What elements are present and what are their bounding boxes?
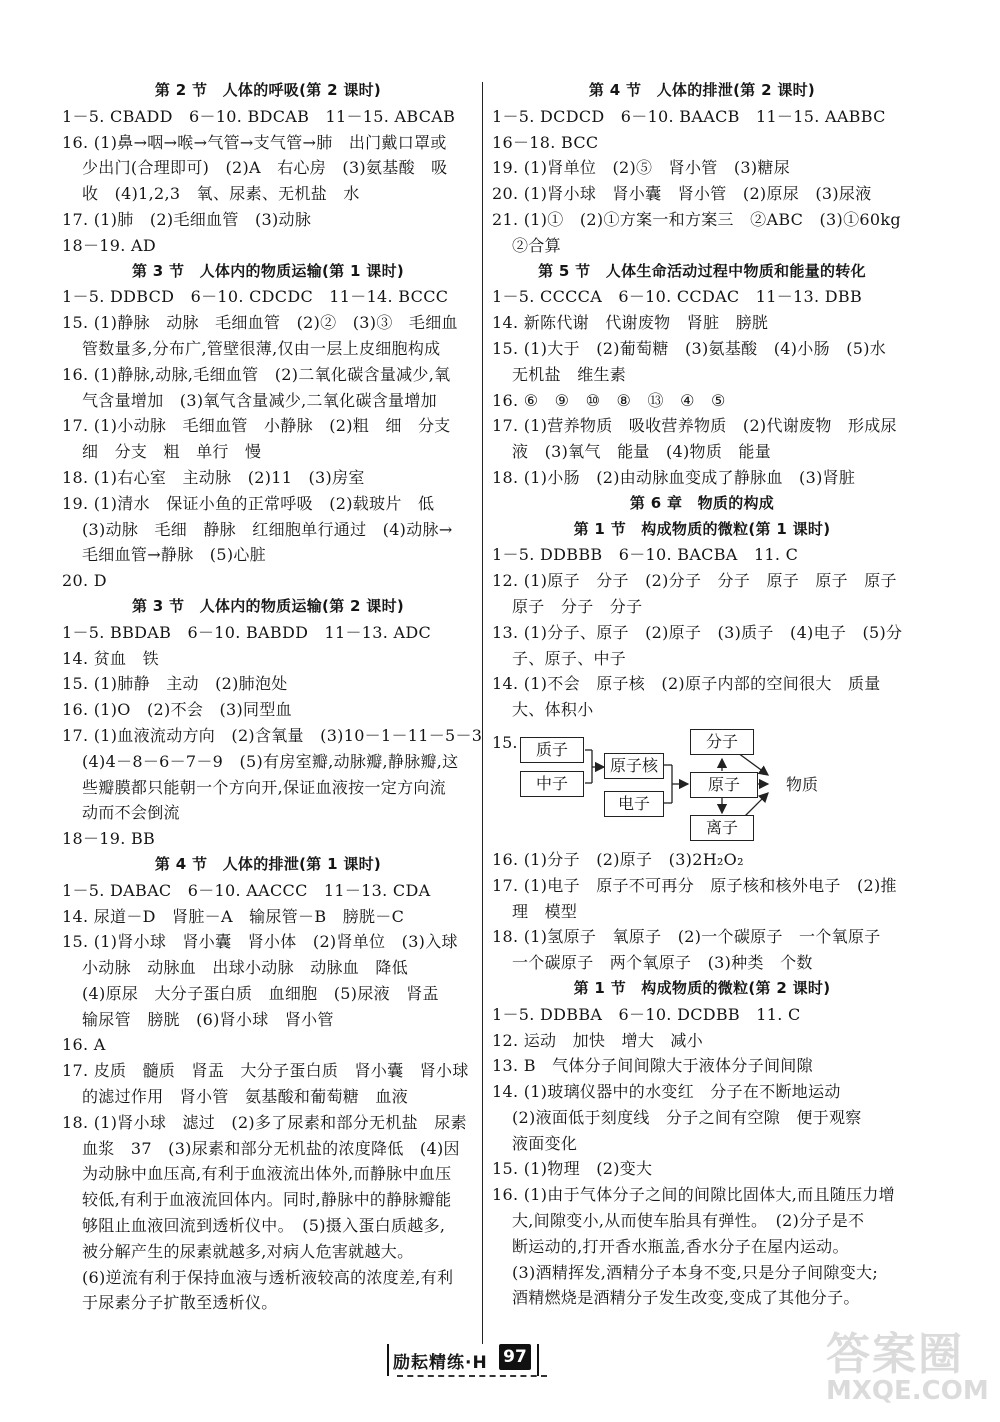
answer-line: 液面变化 [512,1133,578,1153]
electron-box: 电子 [604,791,664,817]
molecule-box: 分子 [690,729,754,755]
answer-line: 16. (1)分子 (2)原子 (3)2H₂O₂ [492,849,744,869]
answer-line: 17. (1)肺 (2)毛细血管 (3)动脉 [62,209,312,229]
answer-line: 少出门(合理即可) (2)A 右心房 (3)氨基酸 吸 [82,158,448,178]
section-heading: 第 4 节 人体的排泄(第 2 课时) [588,81,816,99]
answer-line: 16. A [62,1035,106,1055]
left-column [62,78,483,1316]
answer-line: 16. (1)静脉,动脉,毛细血管 (2)二氧化碳含量减少,氧 [62,364,451,384]
answer-line: 18. (1)肾小球 滤过 (2)多了尿素和部分无机盐 尿素 [62,1112,467,1132]
answer-line: 17. (1)电子 原子不可再分 原子核和核外电子 (2)推 [492,875,897,895]
answer-line: ②合算 [512,235,561,255]
question-number: 15. [492,732,518,752]
watermark-text: 答案圈 [826,1329,964,1380]
answer-line: 17. 皮质 髓质 肾盂 大分子蛋白质 肾小囊 肾小球 [62,1061,469,1081]
answer-line: 较低,有利于血液流回体内。同时,静脉中的静脉瓣能 [82,1190,452,1210]
answer-line: 14. 尿道－D 肾脏－A 输尿管－B 膀胱－C [62,906,405,926]
answer-line: 气含量增加 (3)氧气含量减少,二氧化碳含量增加 [82,390,437,410]
watermark-url: MXQE.COM [826,1376,989,1406]
answer-line: 15. (1)肾小球 肾小囊 肾小体 (2)肾单位 (3)入球 [62,932,458,952]
page-footer [393,1342,623,1382]
answer-line: 20. (1)肾小球 肾小囊 肾小管 (2)原尿 (3)尿液 [492,184,872,204]
answer-line: 1－5. DABAC 6－10. AACCC 11－13. CDA [62,880,431,900]
answer-line: 1－5. BBDAB 6－10. BABDD 11－13. ADC [62,622,432,642]
answer-line: 14. 贫血 铁 [62,648,159,668]
answer-line: 1－5. DDBBA 6－10. DCDBB 11. C [492,1004,801,1024]
answer-line: 19. (1)肾单位 (2)⑤ 肾小管 (3)糖尿 [492,158,791,178]
answer-line: 1－5. DCDCD 6－10. BAACB 11－15. AABBC [492,106,886,126]
answer-line: 17. (1)小动脉 毛细血管 小静脉 (2)粗 细 分支 [62,416,451,436]
footer-right-bar [537,1344,539,1376]
answer-line: (3)酒精挥发,酒精分子本身不变,只是分子间隙变大; [512,1262,879,1282]
answer-line: 收 (4)1,2,3 氧、尿素、无机盐 水 [82,184,360,204]
nucleus-box: 原子核 [604,753,664,779]
footer-dash-line [397,1375,547,1377]
answer-line: 14. (1)玻璃仪器中的水变红 分子在不断地运动 [492,1082,841,1102]
answer-line: 15. (1)静脉 动脉 毛细血管 (2)② (3)③ 毛细血 [62,313,458,333]
answer-line: 液 (3)氧气 能量 (4)物质 能量 [512,442,772,462]
column-divider [482,82,483,1344]
answer-line: 动而不会倒流 [82,803,180,823]
section-heading: 第 1 节 构成物质的微粒(第 1 课时) [573,519,831,538]
answer-line: 17. (1)营养物质 吸收营养物质 (2)代谢废物 形成尿 [492,416,897,436]
answer-line: 14. 新陈代谢 代谢废物 肾脏 膀胱 [492,313,769,333]
answer-line: 18. (1)氢原子 氧原子 (2)一个碳原子 一个氧原子 [492,927,881,947]
section-heading: 第 3 节 人体内的物质运输(第 2 课时) [131,596,405,615]
answer-line: 12. (1)原子 分子 (2)分子 分子 原子 原子 原子 [492,571,897,591]
section-heading: 第 6 章 物质的构成 [629,493,775,512]
answer-line: 输尿管 膀胱 (6)肾小球 肾小管 [82,1009,334,1029]
watermark [826,1318,989,1408]
answer-line: 13. B 气体分子间间隙大于液体分子间间隙 [492,1056,813,1076]
answer-line: 17. (1)血液流动方向 (2)含氧量 (3)10－1－11－5－3 [62,725,483,745]
answer-line: 16. (1)鼻→咽→喉→气管→支气管→肺 出门戴口罩或 [62,132,447,152]
answer-line: 18. (1)右心室 主动脉 (2)11 (3)房室 [62,467,365,487]
answer-line: 15. (1)大于 (2)葡萄糖 (3)氨基酸 (4)小肠 (5)水 [492,338,887,358]
answer-line: 18－19. AD [62,235,156,255]
answer-line: 酒精燃烧是酒精分子发生改变,变成了其他分子。 [512,1288,860,1308]
section-heading: 第 3 节 人体内的物质运输(第 1 课时) [131,261,405,280]
answer-line: 16. (1)由于气体分子之间的间隙比固体大,而且随压力增 [492,1185,895,1205]
answer-line: 些瓣膜都只能朝一个方向开,保证血液按一定方向流 [82,777,446,797]
matter-label: 物质 [770,772,834,798]
answer-line: 血浆 37 (3)尿素和部分无机盐的浓度降低 (4)因 [82,1138,460,1158]
section-heading: 第 2 节 人体的呼吸(第 2 课时) [154,81,382,99]
answer-line: 12. 运动 加快 增大 减小 [492,1030,704,1050]
answer-line: 15. (1)物理 (2)变大 [492,1159,653,1179]
answer-line: 毛细血管→静脉 (5)心脏 [82,545,266,565]
answer-line: 无机盐 维生素 [512,364,627,384]
answer-line: 1－5. DDBBB 6－10. BACBA 11. C [492,545,799,565]
answer-line: 21. (1)① (2)①方案一和方案三 ②ABC (3)①60kg [492,209,901,229]
answer-line: 16. ⑥ ⑨ ⑩ ⑧ ⑬ ④ ⑤ [492,390,726,410]
answer-line: 1－5. CCCCA 6－10. CCDAC 11－13. DBB [492,287,863,307]
answer-line: 一个碳原子 两个氧原子 (3)种类 个数 [512,953,813,973]
answer-line: 20. D [62,571,107,591]
answer-line: 19. (1)清水 保证小鱼的正常呼吸 (2)载玻片 低 [62,493,435,513]
answer-line: (4)原尿 大分子蛋白质 血细胞 (5)尿液 肾盂 [82,983,439,1003]
answer-line: 子、原子、中子 [512,648,627,668]
particle-diagram [492,727,912,845]
answer-line: 断运动的,打开香水瓶盖,香水分子在屋内运动。 [512,1236,849,1256]
answer-line: 16. (1)O (2)不会 (3)同型血 [62,700,292,720]
answer-line: (3)动脉 毛细 静脉 红细胞单行通过 (4)动脉→ [82,519,453,539]
proton-box: 质子 [520,737,584,763]
page-number: 97 [499,1344,531,1370]
answer-line: 够阻止血液回流到透析仪中。 (5)摄入蛋白质越多, [82,1216,446,1236]
answer-line: 14. (1)不会 原子核 (2)原子内部的空间很大 质量 [492,674,881,694]
right-column [492,78,912,1311]
answer-line: 大、体积小 [512,700,594,720]
answer-line: (2)液面低于刻度线 分子之间有空隙 便于观察 [512,1107,862,1127]
answer-line: 16－18. BCC [492,132,599,152]
answer-line: 1－5. CBADD 6－10. BDCAB 11－15. ABCAB [62,106,456,126]
right-bottom-block [492,847,912,1311]
atom-box: 原子 [690,772,758,798]
neutron-box: 中子 [520,771,584,797]
answer-line: 为动脉中血压高,有利于血液流出体外,而静脉中血压 [82,1164,452,1184]
answer-line: 理 模型 [512,901,578,921]
answer-line: 被分解产生的尿素就越多,对病人危害就越大。 [82,1241,414,1261]
answer-line: 于尿素分子扩散至透析仪。 [82,1293,278,1313]
answer-line: 13. (1)分子、原子 (2)原子 (3)质子 (4)电子 (5)分 [492,622,903,642]
answer-line: 1－5. DDBCD 6－10. CDCDC 11－14. BCCC [62,287,449,307]
section-heading: 第 4 节 人体的排泄(第 1 课时) [154,854,382,873]
answer-line: 管数量多,分布广,管壁很薄,仅由一层上皮细胞构成 [82,338,441,358]
footer-brand: 励耘精练·H [393,1353,488,1373]
answer-line: 18－19. BB [62,829,156,849]
answer-line: 18. (1)小肠 (2)由动脉血变成了静脉血 (3)肾脏 [492,467,856,487]
ion-box: 离子 [690,815,754,841]
answer-line: 大,间隙变小,从而使车胎具有弹性。 (2)分子是不 [512,1211,865,1231]
answer-line: 原子 分子 分子 [512,596,643,616]
section-heading: 第 5 节 人体生命活动过程中物质和能量的转化 [538,261,866,280]
answer-line: 的滤过作用 肾小管 氨基酸和葡萄糖 血液 [82,1087,409,1107]
answer-line: 小动脉 动脉血 出球小动脉 动脉血 降低 [82,958,409,978]
answer-line: 细 分支 粗 单行 慢 [82,442,262,462]
section-heading: 第 1 节 构成物质的微粒(第 2 课时) [573,978,831,997]
answer-line: 15. (1)肺静 主动 (2)肺泡处 [62,674,288,694]
answer-line: (6)逆流有利于保持血液与透析液较高的浓度差,有利 [82,1267,454,1287]
footer-left-bar [387,1344,389,1376]
answer-line: (4)4－8－6－7－9 (5)有房室瓣,动脉瓣,静脉瓣,这 [82,751,459,771]
right-top-block [492,78,912,723]
